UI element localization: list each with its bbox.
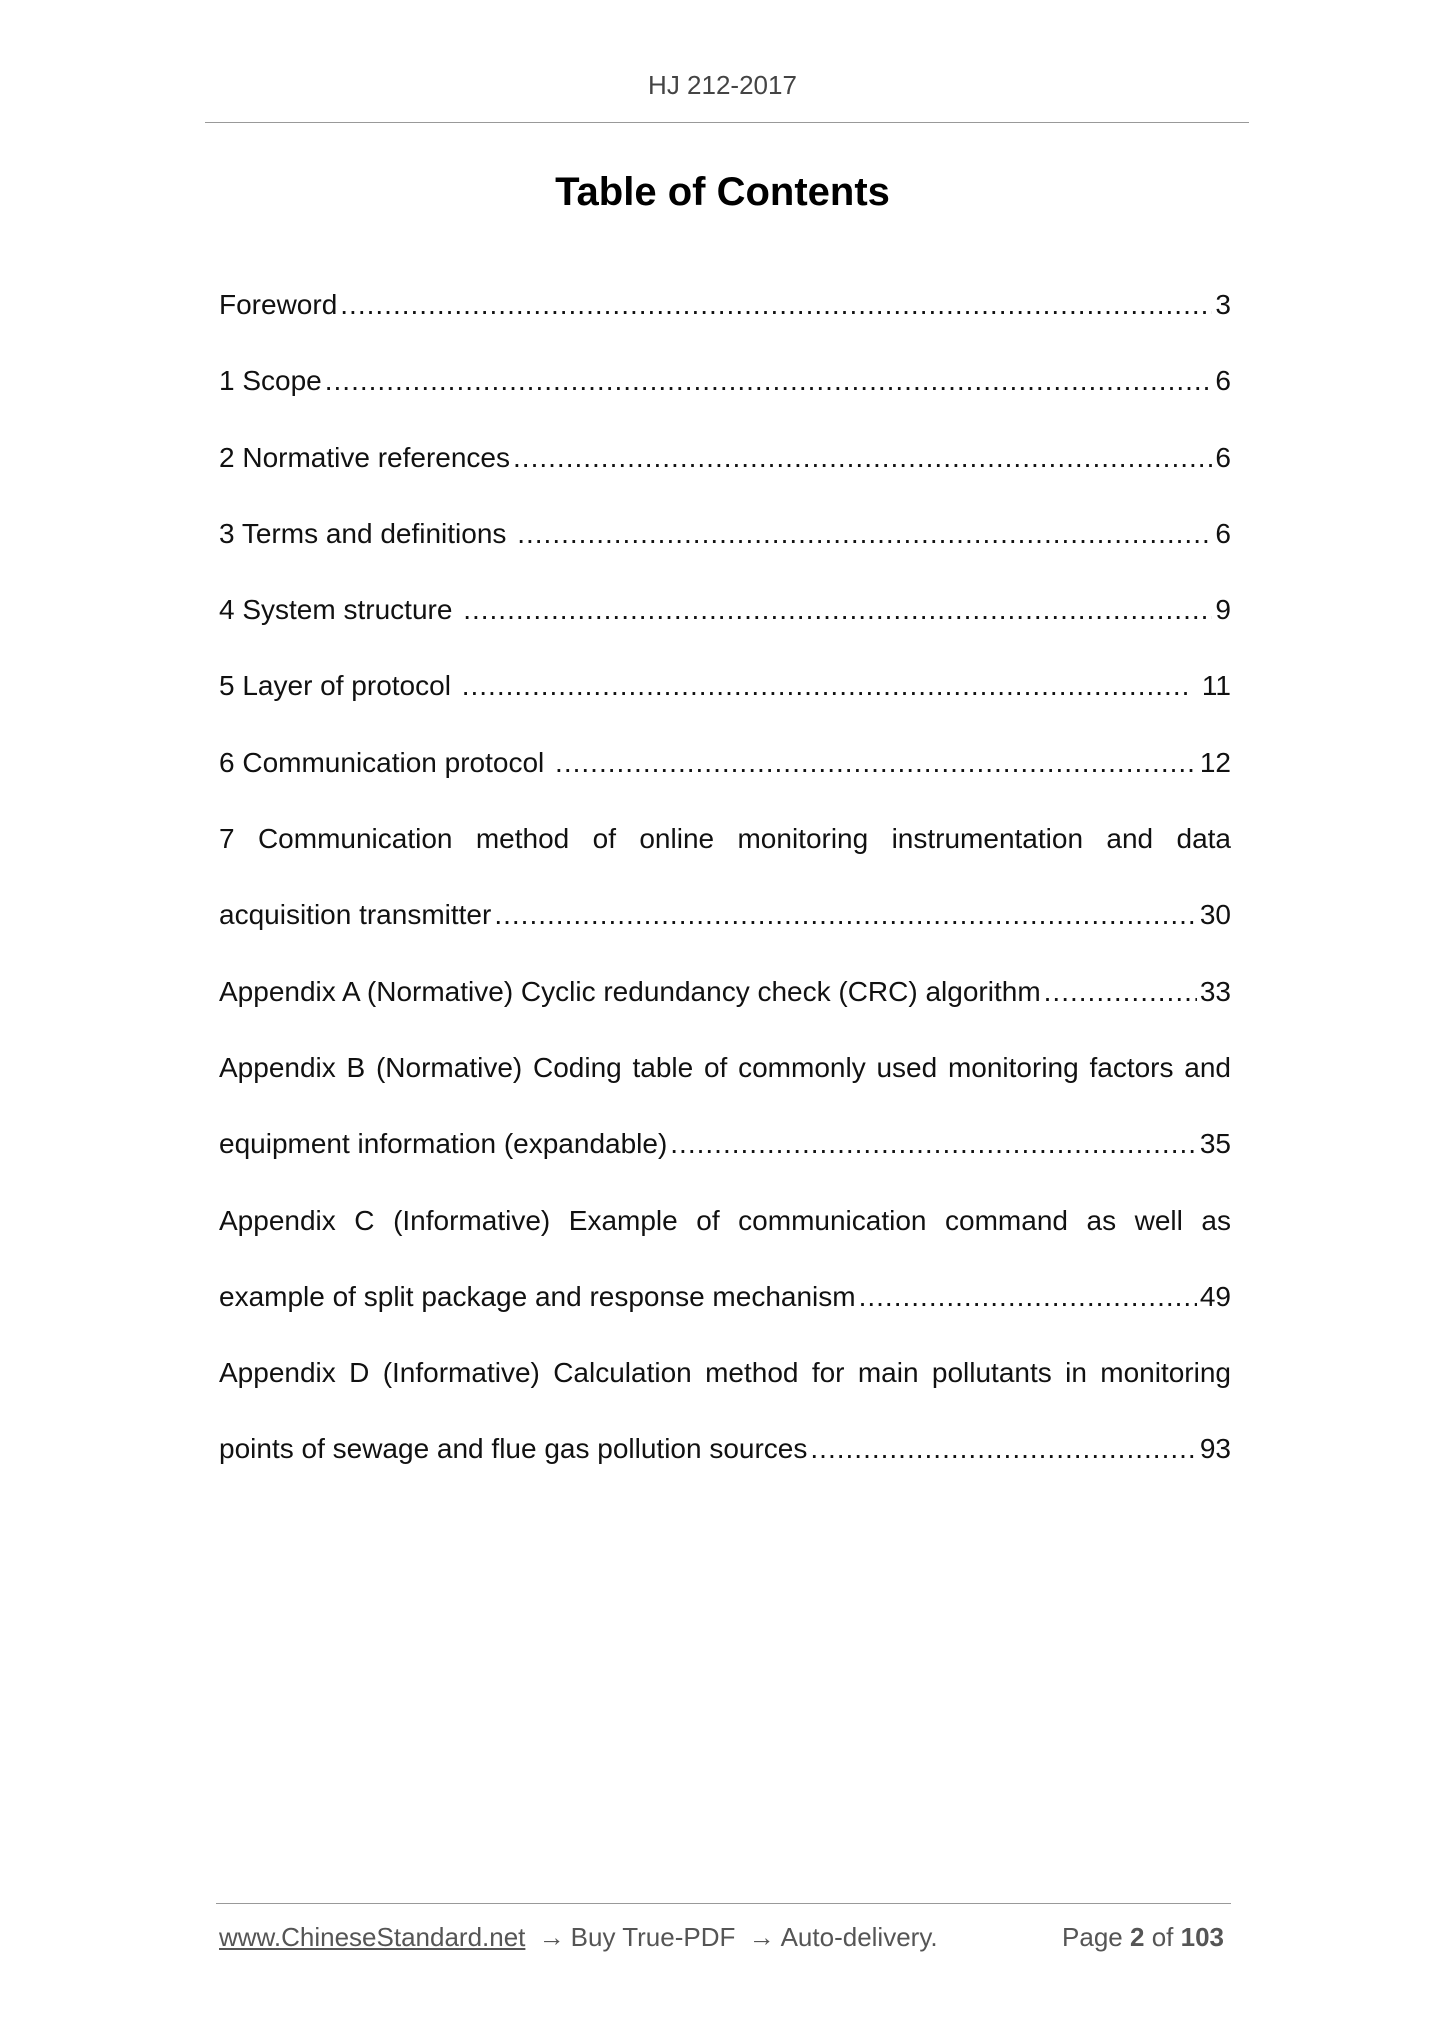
toc-entry-title: 7 Communication method of online monitoring instrumentation and data (219, 823, 1231, 855)
toc-entry-title: Appendix A (Normative) Cyclic redundancy check (CRC) algorithm (219, 975, 1041, 1007)
total-pages-number: 103 (1180, 1922, 1224, 1952)
toc-leader-dots (810, 1428, 1196, 1470)
toc-entry-appendix-c-line2[interactable] (219, 1276, 1231, 1352)
of-label: of (1151, 1922, 1174, 1952)
toc-entry-title: Foreword (219, 289, 338, 320)
toc-page-number: 11 (1194, 670, 1231, 702)
arrow-right-icon: → (748, 1922, 775, 1952)
toc-entry-title: 3 Terms and definitions (219, 517, 515, 549)
toc-entry-system-structure[interactable] (219, 589, 1231, 665)
toc-page-number: 30 (1199, 899, 1231, 931)
toc-entry-communication-method-line2[interactable] (219, 894, 1231, 970)
footer-promo (219, 1922, 938, 1953)
toc-entry-appendix-a[interactable] (219, 971, 1231, 1047)
header-divider (205, 122, 1249, 123)
toc-leader-dots (859, 1276, 1197, 1318)
toc-leader-dots (462, 665, 1191, 707)
toc-entry-title: 5 Layer of protocol (219, 670, 459, 702)
toc-leader-dots (494, 894, 1197, 936)
toc-entry-title: Appendix C (Informative) Example of communication command as well as (219, 1204, 1231, 1236)
toc-entry-title: Appendix B (Normative) Coding table of commonly used monitoring factors and (219, 1051, 1231, 1083)
toc-entry-appendix-b-line1[interactable] (219, 1047, 1231, 1123)
toc-entry-scope[interactable] (219, 360, 1231, 436)
toc-entry-appendix-b-line2[interactable] (219, 1123, 1231, 1199)
toc-entry-communication-protocol[interactable] (219, 742, 1231, 818)
toc-leader-dots (513, 437, 1212, 479)
toc-page-number: 35 (1199, 1128, 1231, 1160)
toc-page-number: 3 (1215, 289, 1231, 320)
page-indicator (1062, 1922, 1224, 1953)
toc-page-number: 6 (1215, 517, 1231, 549)
page-footer (219, 1922, 1224, 1962)
current-page-number: 2 (1129, 1922, 1145, 1952)
toc-leader-dots (517, 513, 1212, 555)
toc-leader-dots (1044, 971, 1197, 1013)
toc-entry-title-continued: example of split package and response mechanism (219, 1280, 856, 1312)
toc-entry-title: 1 Scope (219, 365, 322, 397)
toc-page-number: 93 (1199, 1433, 1231, 1465)
toc-leader-dots (340, 284, 1212, 326)
toc-entry-communication-method-line1[interactable] (219, 818, 1231, 894)
toc-entry-appendix-c-line1[interactable] (219, 1200, 1231, 1276)
buy-text: Buy True-PDF (570, 1922, 736, 1952)
toc-entry-layer-of-protocol[interactable] (219, 665, 1231, 741)
toc-entry-terms-and-definitions[interactable] (219, 513, 1231, 589)
toc-leader-dots (325, 360, 1213, 402)
toc-entry-title-continued: points of sewage and flue gas pollution sources (219, 1433, 808, 1465)
toc-entry-title: Appendix D (Informative) Calculation method for main pollutants in monitoring (219, 1357, 1231, 1389)
toc-entry-appendix-d-line1[interactable] (219, 1352, 1231, 1428)
toc-leader-dots (555, 742, 1197, 784)
toc-entry-title: 2 Normative references (219, 441, 511, 473)
toc-entry-title: 4 System structure (219, 594, 461, 626)
toc-page-number: 9 (1215, 594, 1231, 626)
toc-leader-dots (463, 589, 1212, 631)
site-link[interactable]: www.ChineseStandard.net (219, 1922, 526, 1952)
page-title: Table of Contents (555, 170, 890, 214)
toc-entry-title-continued: equipment information (expandable) (219, 1128, 668, 1160)
toc-page-number: 33 (1199, 975, 1231, 1007)
arrow-right-icon: → (538, 1922, 565, 1952)
toc-entry-appendix-d-line2[interactable] (219, 1428, 1231, 1504)
footer-divider (216, 1903, 1231, 1904)
toc-entry-title: 6 Communication protocol (219, 746, 553, 778)
toc-entry-normative-references[interactable] (219, 437, 1231, 513)
page-label: Page (1062, 1922, 1123, 1952)
toc-leader-dots (670, 1123, 1197, 1165)
toc-page-number: 6 (1215, 441, 1231, 473)
toc-page-number: 12 (1199, 746, 1231, 778)
toc-entry-foreword[interactable] (219, 284, 1231, 360)
toc-page-number: 6 (1215, 365, 1231, 397)
running-header: HJ 212-2017 (648, 70, 797, 100)
toc-entry-title-continued: acquisition transmitter (219, 899, 492, 931)
toc-page-number: 49 (1199, 1280, 1231, 1312)
table-of-contents (219, 284, 1231, 1505)
delivery-text: Auto-delivery. (780, 1922, 938, 1952)
